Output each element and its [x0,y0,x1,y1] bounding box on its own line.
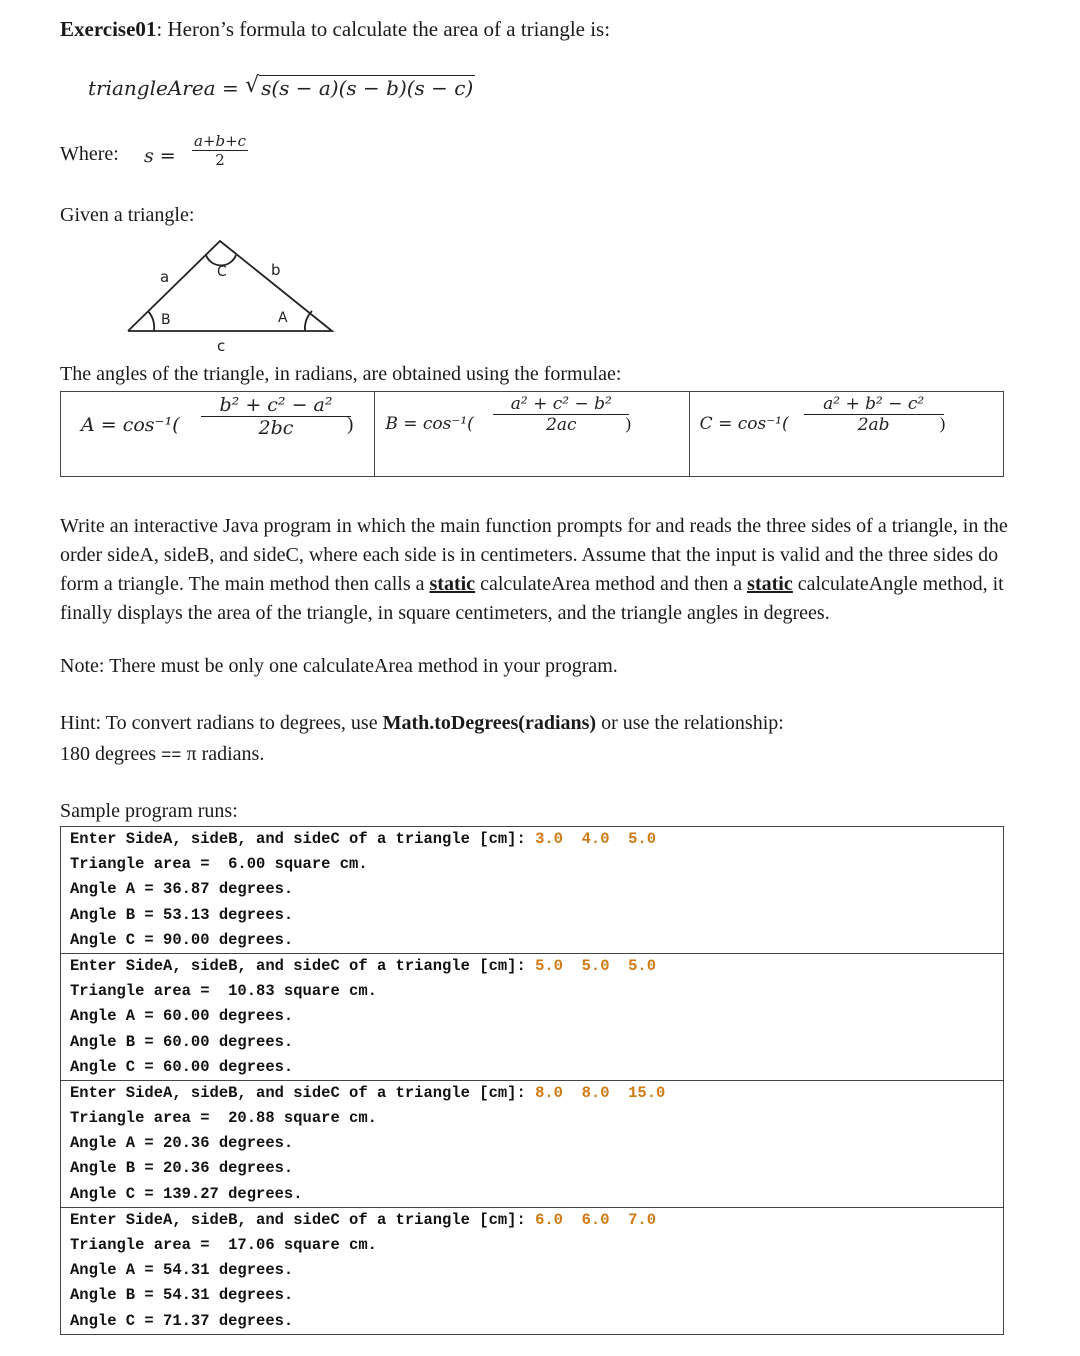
angle-arc-B [148,311,154,331]
formula-B-close: ) [625,414,631,433]
run-angle-a: Angle A = 60.00 degrees. [70,1007,294,1026]
formula-cell-C [690,392,1003,476]
formula-B-fraction [493,394,629,435]
run-prompt-line [70,1208,1003,1233]
hint-suffix: or use the relationship: [596,712,784,734]
formula-C-lhs: C = cos⁻¹( [699,414,789,434]
run-angle-b: Angle B = 60.00 degrees. [70,1032,294,1051]
square-root: √ s(s − a)(s − b)(s − c) [245,73,474,100]
exercise-heading [60,17,610,42]
sample-run [61,1207,1003,1334]
hint-method: Math.toDegrees(radians) [382,712,597,734]
run-angle-c: Angle C = 90.00 degrees. [70,930,294,949]
run-prompt: Enter SideA, sideB, and sideC of a triangle [cm]: [70,956,536,975]
formula-cell-B [375,392,689,476]
formula-B-lhs: B = cos⁻¹( [385,414,474,434]
instructions-paragraph [60,512,1022,628]
heron-formula [88,73,475,100]
run-prompt-line [70,1081,1003,1106]
hint-line2-a: 180 degrees [60,743,162,765]
hint-prefix: Hint: To convert radians to degrees, use [60,712,383,734]
hint-line-1 [60,712,784,735]
sample-run [61,953,1003,1080]
run-area: Triangle area = 20.88 square cm. [70,1109,377,1128]
s-equals: s = [144,145,176,167]
instructions-part2: calculateArea method and then a [475,573,748,595]
static-keyword-2: static [747,573,793,595]
run-angle-a: Angle A = 36.87 degrees. [70,880,294,899]
run-area: Triangle area = 10.83 square cm. [70,982,377,1001]
run-area: Triangle area = 6.00 square cm. [70,855,368,874]
formula-C-numerator: a² + b² − c² [804,394,944,415]
run-angle-b: Angle B = 20.36 degrees. [70,1159,294,1178]
label-angle-C: C [217,264,227,280]
semi-perimeter-denominator: 2 [215,151,225,169]
triangle-diagram [120,233,350,363]
run-angle-a: Angle A = 20.36 degrees. [70,1134,294,1153]
exercise-subtitle: : Heron’s formula to calculate the area of a triangle is: [156,17,611,41]
triangle-outline [128,241,332,331]
formula-A-fraction [201,394,354,439]
angle-formula-table [60,391,1004,477]
heron-radicand: s(s − a)(s − b)(s − c) [261,76,474,100]
heron-lhs: triangleArea = [88,76,239,100]
run-angle-b: Angle B = 53.13 degrees. [70,905,294,924]
instructions-part1: Write an interactive Java program in which the main function prompts for and reads the three sides of a triangle, in the order sideA, sideB, and sideC, where each side is in centimeters. Assume that the input is valid and the three sides do form a triangle. The main method then calls a [60,515,1008,595]
run-angle-a: Angle A = 54.31 degrees. [70,1261,294,1280]
run-angle-b: Angle B = 54.31 degrees. [70,1286,294,1305]
label-side-a: a [160,268,170,286]
run-inputs: 5.0 5.0 5.0 [535,956,656,975]
run-inputs: 8.0 8.0 15.0 [535,1083,666,1102]
note-text: Note: There must be only one calculateArea method in your program. [60,655,618,677]
formula-B-denominator: 2ac [546,415,577,435]
formula-C-denominator: 2ab [857,415,890,435]
semi-perimeter-numerator: a+b+c [193,132,247,150]
exercise-title: Exercise01 [60,17,157,41]
run-angle-c: Angle C = 60.00 degrees. [70,1057,294,1076]
label-angle-B: B [161,312,171,328]
sample-run [61,1080,1003,1207]
run-prompt: Enter SideA, sideB, and sideC of a triangle [cm]: [70,1083,536,1102]
run-angle-c: Angle C = 139.27 degrees. [70,1184,303,1203]
run-area: Triangle area = 17.06 square cm. [70,1236,377,1254]
static-keyword-1: static [429,573,476,595]
run-angle-c: Angle C = 71.37 degrees. [70,1311,294,1330]
given-label: Given a triangle: [60,204,195,226]
formula-A-close: ) [347,414,354,435]
formula-B-numerator: a² + c² − b² [493,394,629,415]
hint-line2-eq: == [161,747,182,766]
instructions-part3: calculateAngle method, it finally displays the area of the triangle, in square centimeters, and the triangle angles in degrees. [60,573,1004,624]
run-prompt-line [70,827,1003,852]
run-inputs: 3.0 4.0 5.0 [535,830,656,848]
where-label: Where: [60,143,119,165]
semi-perimeter-fraction [192,132,248,169]
hint-line2-b: π radians. [181,743,265,765]
run-inputs: 6.0 6.0 7.0 [535,1210,656,1229]
formula-A-denominator: 2bc [258,417,294,439]
run-prompt-line [70,954,1003,979]
formula-cell-A [61,392,375,476]
sample-label: Sample program runs: [60,800,238,822]
label-side-b: b [271,261,281,279]
run-prompt: Enter SideA, sideB, and sideC of a triangle [cm]: [70,1210,536,1229]
formula-C-close: ) [939,414,946,433]
sample-runs-table [60,826,1004,1335]
run-prompt: Enter SideA, sideB, and sideC of a triangle [cm]: [70,830,536,848]
label-side-c: c [217,337,226,355]
hint-line-2 [60,743,264,766]
formula-C-fraction [804,394,944,435]
formula-A-numerator: b² + c² − a² [201,394,351,417]
angles-intro: The angles of the triangle, in radians, are obtained using the formulae: [60,363,622,385]
label-angle-A: A [278,310,288,326]
sample-run [61,827,1003,953]
formula-A-lhs: A = cos⁻¹( [81,414,180,436]
